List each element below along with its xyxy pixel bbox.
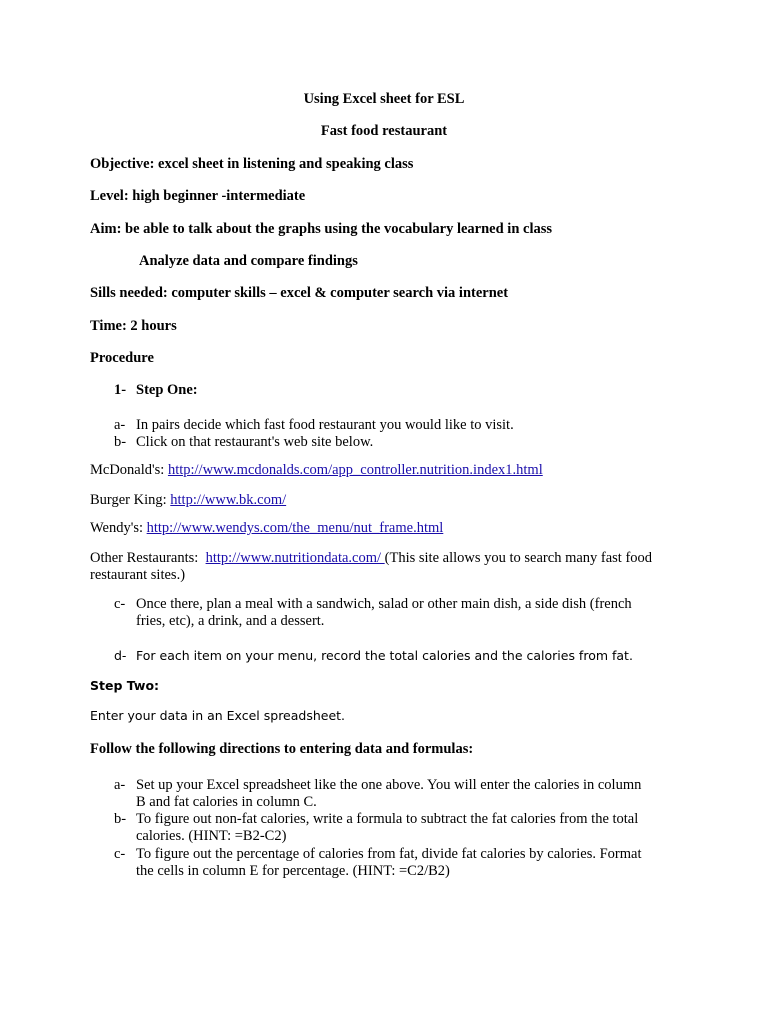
- mcdonalds-link[interactable]: http://www.mcdonalds.com/app_controller.nutrition.index1.html: [167, 462, 543, 478]
- wendys-link[interactable]: http://www.wendys.com/the_menu/nut_frame.html: [146, 520, 444, 536]
- directions-heading: Follow the following directions to entering data and formulas:: [90, 741, 474, 757]
- wendys-label: Wendy's:: [90, 520, 147, 536]
- nutritiondata-link[interactable]: http://www.nutritiondata.com/: [205, 550, 385, 566]
- direction-c-line-2: the cells in column E for percentage. (HINT: =C2/B2): [136, 863, 450, 879]
- other-restaurants-label: Other Restaurants:: [90, 550, 206, 566]
- step-one-marker: 1-: [114, 382, 127, 398]
- item-c-line-2: fries, etc), a drink, and a dessert.: [136, 613, 325, 629]
- direction-a-marker: a-: [114, 777, 126, 793]
- step-two-text: Enter your data in an Excel spreadsheet.: [90, 708, 346, 723]
- item-c-marker: c-: [114, 596, 126, 612]
- objective-line: Objective: excel sheet in listening and speaking class: [90, 156, 414, 172]
- direction-b-line-1: To figure out non-fat calories, write a formula to subtract the fat calories from the total: [136, 811, 639, 827]
- mcdonalds-label: McDonald's:: [90, 462, 168, 478]
- direction-c-line-1: To figure out the percentage of calories from fat, divide fat calories by calories. Format: [136, 846, 642, 862]
- document-subtitle: Fast food restaurant: [320, 123, 448, 139]
- burger-king-line: [90, 492, 286, 509]
- skills-line: Sills needed: computer skills – excel & computer search via internet: [90, 285, 509, 301]
- burger-king-label: Burger King:: [90, 492, 171, 508]
- item-c-line-1: Once there, plan a meal with a sandwich, salad or other main dish, a side dish (french: [136, 596, 632, 612]
- direction-b-marker: b-: [114, 811, 127, 827]
- step-two-heading: Step Two:: [90, 678, 160, 693]
- step-one-item-b-marker: b-: [114, 434, 127, 450]
- step-one-item-a-marker: a-: [114, 417, 126, 433]
- time-line: Time: 2 hours: [90, 318, 177, 334]
- other-restaurants-note: (This site allows you to search many fast food: [384, 550, 653, 566]
- other-restaurants-note-continuation: restaurant sites.): [90, 567, 186, 583]
- aim-continuation: Analyze data and compare findings: [139, 253, 358, 269]
- item-d-text: For each item on your menu, record the total calories and the calories from fat.: [136, 648, 633, 663]
- direction-c-marker: c-: [114, 846, 126, 862]
- level-line: Level: high beginner -intermediate: [90, 188, 306, 204]
- step-one-item-b: Click on that restaurant's web site below.: [136, 434, 374, 450]
- item-d-marker: d-: [114, 648, 127, 663]
- mcdonalds-line: [90, 462, 543, 479]
- burger-king-link[interactable]: http://www.bk.com/: [170, 492, 287, 508]
- aim-line: Aim: be able to talk about the graphs using the vocabulary learned in class: [90, 221, 553, 237]
- document-title: Using Excel sheet for ESL: [303, 91, 465, 107]
- step-one-heading: Step One:: [136, 382, 198, 398]
- direction-b-line-2: calories. (HINT: =B2-C2): [136, 828, 287, 844]
- step-one-item-a: In pairs decide which fast food restaurant you would like to visit.: [136, 417, 514, 433]
- direction-a-line-1: Set up your Excel spreadsheet like the one above. You will enter the calories in column: [136, 777, 642, 793]
- other-restaurants-line: [90, 550, 652, 567]
- procedure-heading: Procedure: [90, 350, 154, 366]
- direction-a-line-2: B and fat calories in column C.: [136, 794, 317, 810]
- wendys-line: [90, 520, 443, 537]
